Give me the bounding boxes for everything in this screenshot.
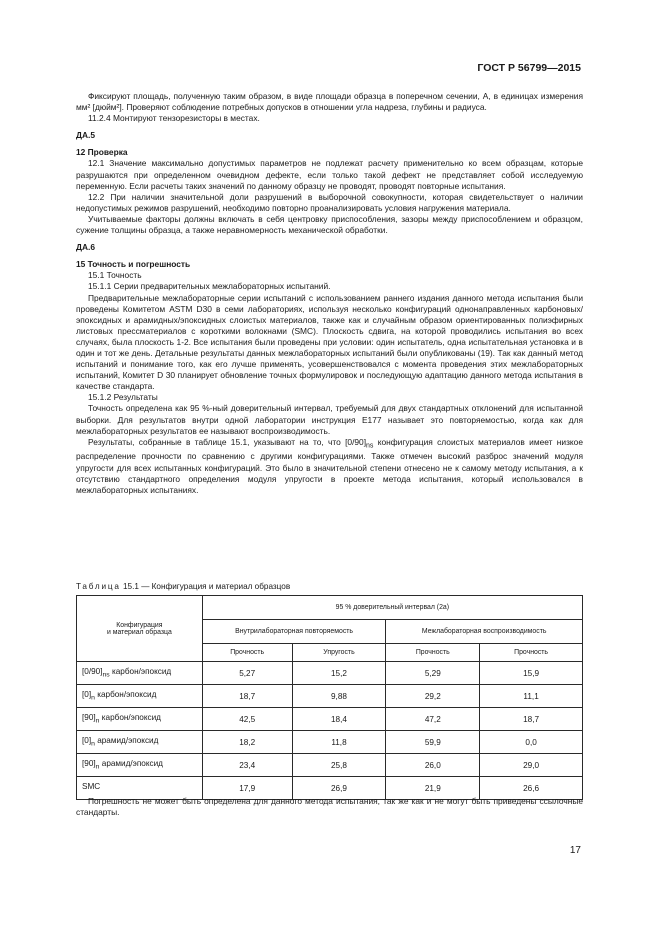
table-cell: 0,0 bbox=[480, 731, 583, 754]
table-cell: 15,9 bbox=[480, 662, 583, 685]
appendix-heading-da5: ДА.5 bbox=[76, 130, 95, 141]
paragraph-15-1: 15.1 Точность bbox=[88, 270, 142, 281]
results-text-a: Результаты, собранные в таблице 15.1, указывают на то, что [0/90] bbox=[88, 436, 367, 447]
row-label: $[90]_n$ арамид/эпоксид bbox=[77, 754, 203, 777]
table-cell: 9,88 bbox=[292, 685, 386, 708]
table-cell: 15,2 bbox=[292, 662, 386, 685]
table-cell: 17,9 bbox=[202, 777, 292, 800]
header-ci: 95 % доверительный интервал (2a) bbox=[202, 596, 582, 620]
table-cell: 18,7 bbox=[202, 685, 292, 708]
header-inter-lab: Межлабораторная воспроизводимость bbox=[386, 620, 583, 644]
table-cell: 59,9 bbox=[386, 731, 480, 754]
header-intra-lab: Внутрилабораторная повторяемость bbox=[202, 620, 386, 644]
table-cell: 29,2 bbox=[386, 685, 480, 708]
subheader: Прочность bbox=[480, 644, 583, 662]
table-caption-label: Таблица bbox=[76, 582, 121, 591]
table-cell: 47,2 bbox=[386, 708, 480, 731]
table-cell: 25,8 bbox=[292, 754, 386, 777]
paragraph-15-1-2-text: Точность определена как 95 %-ный доверительный интервал, требуемый для двух стандартных отклонений для испытанной выборки. Для результатов внутри одной лаборатории инструкция E177 называет это повторяемостью, когда как для межлабораторных результатов ее называют воспроизводимость. bbox=[76, 403, 583, 436]
table-cell: 23,4 bbox=[202, 754, 292, 777]
header-config: Конфигурация и материал образца bbox=[77, 596, 203, 662]
table-row bbox=[77, 731, 583, 754]
row-label: $[0]_n$ арамид/эпоксид bbox=[77, 731, 203, 754]
table-row bbox=[77, 685, 583, 708]
table-cell: 18,2 bbox=[202, 731, 292, 754]
table-row bbox=[77, 708, 583, 731]
standard-code: ГОСТ Р 56799—2015 bbox=[477, 62, 581, 74]
page-number: 17 bbox=[569, 845, 581, 856]
paragraph-12-2: 12.2 При наличии значительной доли разрушений в выборочной совокупности, которая свидетельствует о наличии недопустимых режимов разрушений, необходимо повторно проанализировать условия нагружения материала. bbox=[76, 191, 583, 213]
appendix-heading-da6: ДА.6 bbox=[76, 242, 95, 253]
paragraph-gauges: 11.2.4 Монтируют тензорезисторы в местах. bbox=[88, 113, 260, 124]
section-12-title: 12 Проверка bbox=[76, 147, 128, 158]
document-body bbox=[76, 91, 583, 496]
row-label: $[0]_n$ карбон/эпоксид bbox=[77, 685, 203, 708]
table-cell: 26,9 bbox=[292, 777, 386, 800]
paragraph-12-note: Учитываемые факторы должны включать в себя центровку приспособления, зазоры между приспособлением и образцом, сужение толщины образца, а также неравномерность механической обработки. bbox=[76, 213, 583, 236]
results-subscript: ns bbox=[366, 442, 374, 450]
closing-text: Погрешность не может быть определена для данного метода испытания, так же как и не могут быть приведены ссылочные стандарты. bbox=[76, 796, 583, 818]
subheader: Упругость bbox=[292, 644, 386, 662]
paragraph-15-1-1: 15.1.1 Серии предварительных межлабораторных испытаний. bbox=[88, 281, 331, 292]
table-cell: 18,4 bbox=[292, 708, 386, 731]
table-cell: 11,8 bbox=[292, 731, 386, 754]
table-cell: 42,5 bbox=[202, 708, 292, 731]
table-cell: 26,6 bbox=[480, 777, 583, 800]
paragraph-12-1: 12.1 Значение максимально допустимых параметров не подлежат расчету применительно ко всем образцам, которые разрушаются при определенном очевидном дефекте, если только такой дефект не представляет собой исследуемую переменную. Если расчеты таких значений по данному образцу не проводят, проводят повторные испытания. bbox=[76, 158, 583, 191]
subheader: Прочность bbox=[386, 644, 480, 662]
row-label: $[90]_n$ карбон/эпоксид bbox=[77, 708, 203, 731]
paragraph-results bbox=[76, 437, 583, 496]
paragraph-15-1-2: 15.1.2 Результаты bbox=[88, 392, 158, 403]
paragraph-area: Фиксируют площадь, полученную таким образом, в виде площади образца в поперечном сечении, А, в единицах измерения мм² [дюйм²]. Проверяют соблюдение потребных допусков в отношении угла надреза, глубины и радиуса. bbox=[76, 91, 583, 113]
row-label: $[0/90]_{ns}$ карбон/эпоксид bbox=[77, 662, 203, 685]
closing-paragraph bbox=[76, 796, 583, 818]
table-cell: 26,0 bbox=[386, 754, 480, 777]
table-cell: 21,9 bbox=[386, 777, 480, 800]
subheader: Прочность bbox=[202, 644, 292, 662]
paragraph-15-1-1-text: Предварительные межлабораторные серии испытаний с использованием раннего издания данного метода испытания были проведены Комитетом ASTM D30 в семи лабораториях, используя несколько конфигураций однонаправленных карбоновых/эпоксидных и арамидных/эпоксидных слоистых материалов, также как и случайным образом ориентированных полиэфирных листовых прессматериалов с короткими волокнами (SMC). Плоскость сдвига, на которой проводились испытания во всех случаях, была плоскость 1-2. Все испытания были проведены при условии: один испытатель, одна испытательная установка и в один и тот же день. Детальные результаты данных межлабораторных испытаний были опубликованы (19). Так как данный метод испытаний и понимание того, как его лучше применять, усовершенствовался с момента проведения этих межлабораторных испытаний, Комитет D 30 планирует обновление точных формулировок и последующую адаптацию данного метода испытания в качестве стандарта. bbox=[76, 292, 583, 392]
section-15-title: 15 Точность и погрешность bbox=[76, 259, 191, 270]
table-cell: 18,7 bbox=[480, 708, 583, 731]
table-caption-text: 15.1 — Конфигурация и материал образцов bbox=[122, 582, 291, 591]
table-cell: 5,27 bbox=[202, 662, 292, 685]
table-cell: 5,29 bbox=[386, 662, 480, 685]
row-label: SMC bbox=[77, 777, 203, 800]
results-text-b: конфигурация слоистых материалов имеет низкое распределение прочности по сравнению с другими конфигурациями. Также отмечен высокий разброс значений модуля упругости для всех испытанных конфигураций. Это было в значительной степени отнесено не к самому методу испытания, а к отсутствию стандартного определения модуля упругости в проекте метода испытания, который использовался в межлабораторных испытаниях. bbox=[76, 436, 583, 495]
table-caption bbox=[76, 582, 290, 591]
table-row bbox=[77, 662, 583, 685]
table-row bbox=[77, 754, 583, 777]
table-cell: 11,1 bbox=[480, 685, 583, 708]
results-table bbox=[76, 595, 583, 800]
table-cell: 29,0 bbox=[480, 754, 583, 777]
